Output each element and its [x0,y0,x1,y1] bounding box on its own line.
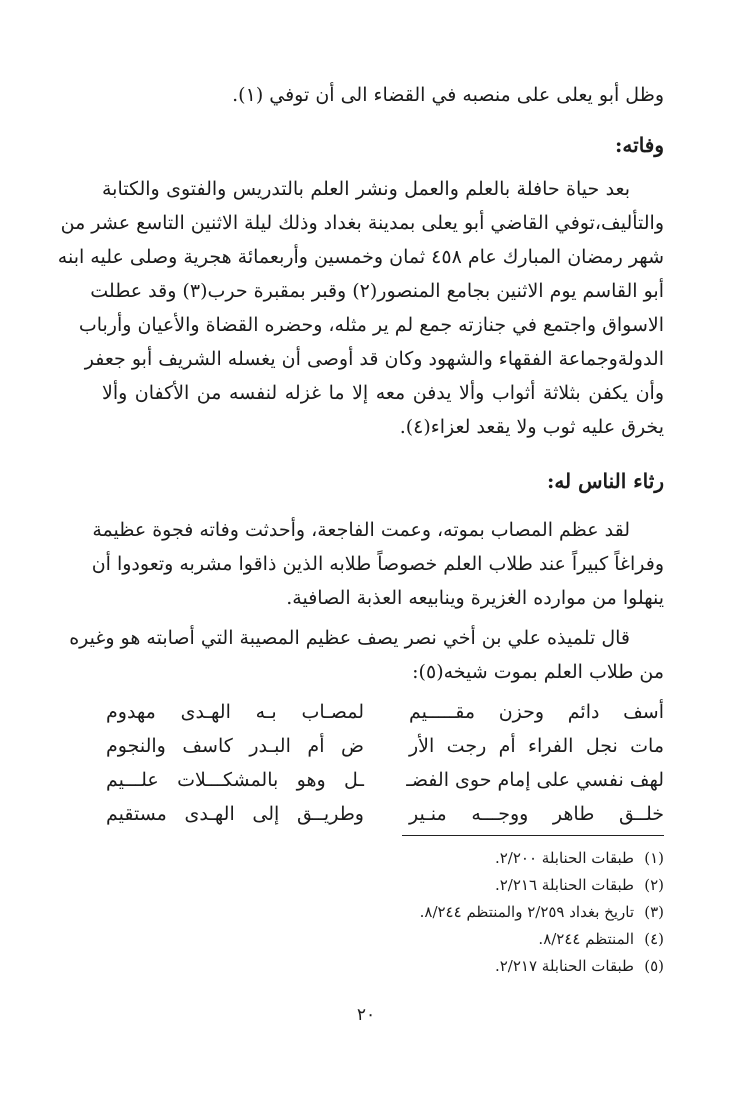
death-paragraph-line: يخرق عليه ثوب ولا يقعد لعزاء(٤). [399,416,664,438]
verse-first-hemistich: أسف دائم وحزن مقـــــيم [409,701,664,723]
verse-second-hemistich: وطريــق إلى الهـدى مستقيم [106,803,364,825]
footnote-text: المنتظم ٨/٢٤٤. [538,930,634,948]
footnote-number: (٢) [644,876,664,894]
death-heading: وفاته: [615,133,664,157]
death-paragraph-line: الدولةوجماعة الفقهاء والشهود وكان قد أوصى أن يغسله الشريف أبو جعفر [84,348,664,370]
footnote-number: (٤) [644,930,664,948]
death-paragraph-line: أبو القاسم يوم الاثنين بجامع المنصور(٢) وقبر بمقبرة حرب(٣) وقد عطلت [90,280,664,302]
verse-first-hemistich: خلــق طاهر ووجـــه منـير [409,803,664,825]
footnote [495,872,664,898]
student-paragraph-line: قال تلميذه علي بن أخي نصر يصف عظيم المصيبة التي أصابته هو وغيره [69,627,630,649]
verse-first-hemistich: لهف نفسي على إمام حوى الفضـ [406,769,664,791]
elegy-paragraph-line: وفراغاً كبيراً عند طلاب العلم خصوصاً طلابه الذين ذاقوا مشربه وتعودوا أن [91,553,664,575]
footnote [495,953,664,979]
footnote-divider [402,835,664,836]
footnote [538,926,664,952]
footnote-number: (١) [644,849,664,867]
elegy-heading: رثاء الناس له: [546,469,664,493]
death-paragraph-line: شهر رمضان المبارك عام ٤٥٨ ثمان وخمسين وأربعمائة هجرية وصلى عليه ابنه [57,246,664,268]
footnote-number: (٣) [644,903,664,921]
student-paragraph-line: من طلاب العلم بموت شيخه(٥): [412,661,664,683]
footnote-text: طبقات الحنابلة ٢/٢١٧. [494,957,634,975]
death-paragraph-line: وأن يكفن بثلاثة أثواب وألا يدفن معه إلا ما غزله لنفسه من الأكفان وألا [102,382,664,404]
death-paragraph-line: والتأليف،توفي القاضي أبو يعلى بمدينة بغداد وذلك ليلة الاثنين التاسع عشر من [60,212,664,234]
footnote-text: طبقات الحنابلة ٢/٢٠٠. [494,849,634,867]
page-number: ٢٠ [356,1005,376,1025]
footnote [495,845,664,871]
elegy-paragraph-line: ينهلوا من موارده الغزيرة وينابيعه العذبة الصافية. [286,587,664,609]
verse-second-hemistich: ـل وهو بالمشكـــلات علـــيم [106,769,364,791]
footnote-text: طبقات الحنابلة ٢/٢١٦. [494,876,634,894]
verse-first-hemistich: مات نجل الفراء أم رجت الأر [409,735,664,757]
death-paragraph-line: الاسواق واجتمع في جنازته جمع لم ير مثله، وحضره القضاة والأعيان وأرباب [78,314,664,336]
footnote [420,899,664,925]
death-paragraph-line: بعد حياة حافلة بالعلم والعمل ونشر العلم بالتدريس والفتوى والكتابة [102,178,630,200]
verse-second-hemistich: لمصـاب بـه الهـدى مهدوم [106,701,364,723]
verse-second-hemistich: ض أم البـدر كاسف والنجوم [106,735,364,757]
footnote-text: تاريخ بغداد ٢/٢٥٩ والمنتظم ٨/٢٤٤. [419,903,634,921]
footnote-number: (٥) [644,957,664,975]
elegy-paragraph-line: لقد عظم المصاب بموته، وعمت الفاجعة، وأحدثت وفاته فجوة عظيمة [92,519,630,541]
intro-paragraph-line: وظل أبو يعلى على منصبه في القضاء الى أن توفي (١). [232,84,664,106]
